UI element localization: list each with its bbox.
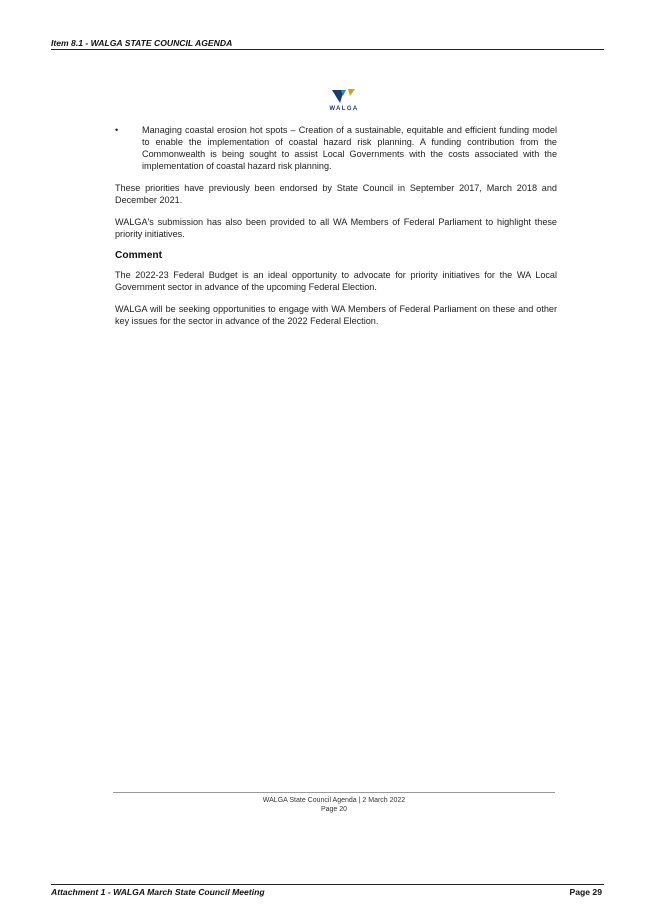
header-item-label: Item 8.1 - (51, 38, 91, 48)
bullet-text: Managing coastal erosion hot spots – Creation of a sustainable, equitable and efficient funding model to enable the implementation of coastal hazard risk planning. A funding contribution from the Commonwealth is being sought to assist Local Governments with the costs associated with the implementation of coastal hazard risk planning. (142, 125, 557, 171)
inner-page-footer (113, 792, 555, 814)
logo-gold-shape (348, 89, 355, 96)
document-body (115, 124, 557, 337)
paragraph-endorsement: These priorities have previously been endorsed by State Council in September 2017, March 2018 and December 2021. (115, 183, 557, 205)
header-title: WALGA STATE COUNCIL AGENDA (90, 38, 233, 48)
paragraph-submission: WALGA's submission has also been provided to all WA Members of Federal Parliament to highlight these priority initiatives. (115, 217, 557, 239)
inner-footer-page: Page 20 (320, 806, 348, 813)
inner-footer-agenda: WALGA State Council Agenda | 2 March 2022 (262, 797, 406, 804)
walga-logo-mark (326, 86, 362, 106)
page-footer (51, 884, 604, 897)
footer-attachment-label: Attachment 1 - WALGA March State Council Meeting (51, 887, 265, 897)
walga-logo (326, 86, 362, 116)
paragraph-engagement: WALGA will be seeking opportunities to engage with WA Members of Federal Parliament on these and other key issues for the sector in advance of the 2022 Federal Election. (115, 304, 557, 326)
bullet-dot: • (115, 125, 119, 135)
bullet-item (115, 124, 557, 172)
section-heading-comment: Comment (115, 250, 162, 261)
logo-wordmark: WALGA (329, 106, 359, 112)
paragraph-budget: The 2022-23 Federal Budget is an ideal opportunity to advocate for priority initiatives for the WA Local Government sector in advance of the upcoming Federal Election. (115, 270, 557, 292)
page-header (51, 38, 604, 50)
footer-page-number: Page 29 (569, 887, 602, 897)
